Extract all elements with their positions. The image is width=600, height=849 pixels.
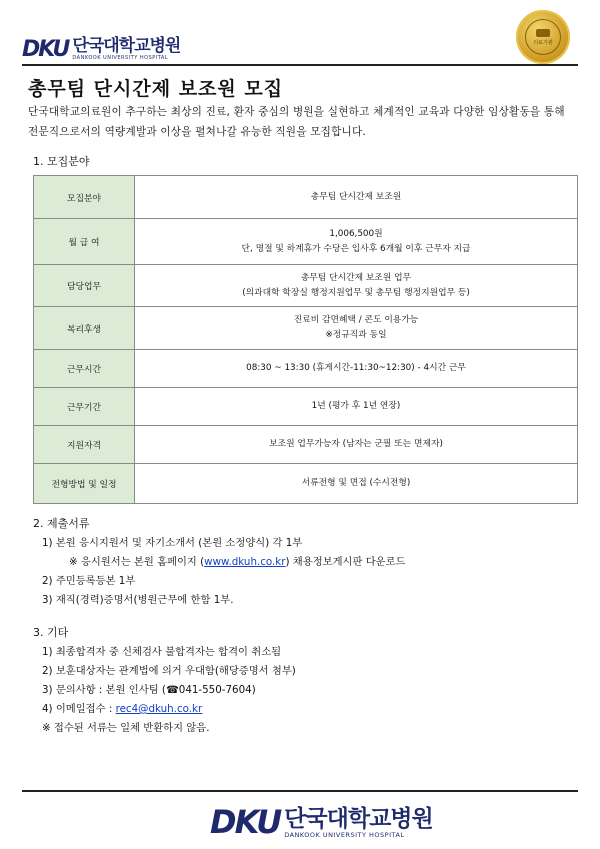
- row-key: 근무시간: [34, 350, 135, 388]
- table-row: [34, 307, 578, 350]
- table-row: [34, 176, 578, 219]
- row-value: 1,006,500원 단, 명절 및 하계휴가 수당은 입사후 6개월 이후 근무자 지급: [135, 219, 578, 265]
- row-key: 담당업무: [34, 265, 135, 307]
- accreditation-medal-icon: [516, 10, 570, 64]
- list-item-note: ※ 응시원서는 본원 홈페이지 (www.dkuh.co.kr) 채용정보게시판 다운로드: [69, 556, 406, 568]
- row-value: 총무팀 단시간제 보조원: [135, 176, 578, 219]
- other-list: [42, 643, 296, 738]
- email-link[interactable]: rec4@dkuh.co.kr: [115, 703, 203, 715]
- footer-divider: [22, 790, 578, 792]
- documents-list: [42, 534, 406, 610]
- row-value: 총무팀 단시간제 보조원 업무 (의과대학 학장실 행정지원업무 및 총무팀 행정지원업무 등): [135, 265, 578, 307]
- table-row: [34, 219, 578, 265]
- table-row: [34, 464, 578, 504]
- intro-paragraph: 단국대학교의료원이 추구하는 최상의 진료, 환자 중심의 병원을 실현하고 체계적인 교육과 다양한 임상활동을 통해 전문직으로서의 역량계발과 이상을 펼쳐나갈 유능한 직원을 모집합니다.: [28, 106, 565, 138]
- medal-label: 의료기관: [533, 39, 553, 46]
- row-value: 보조원 업무가능자 (남자는 군필 또는 면제자): [135, 426, 578, 464]
- dku-logo-mark: DKU: [210, 803, 281, 841]
- hospital-logo-footer: [210, 803, 433, 841]
- list-item: 3) 재직(경력)증명서(병원근무에 한함 1부.: [42, 594, 234, 606]
- header-divider: [22, 64, 578, 66]
- table-row: [34, 426, 578, 464]
- table-row: [34, 265, 578, 307]
- page-title: 총무팀 단시간제 보조원 모집: [28, 78, 284, 100]
- list-item: 1) 본원 응시지원서 및 자기소개서 (본원 소정양식) 각 1부: [42, 537, 303, 549]
- list-item: 2) 보훈대상자는 관계법에 의거 우대함(해당증명서 첨부): [42, 665, 296, 677]
- row-key: 근무기간: [34, 388, 135, 426]
- row-value: 1년 (평가 후 1년 연장): [135, 388, 578, 426]
- homepage-link[interactable]: www.dkuh.co.kr: [204, 556, 286, 568]
- dku-logo-mark: DKU: [22, 37, 69, 62]
- row-key: 월 급 여: [34, 219, 135, 265]
- row-key: 전형방법 및 일정: [34, 464, 135, 504]
- logo-name-english: DANKOOK UNIVERSITY HOSPITAL: [72, 55, 169, 61]
- list-item: 4) 이메일접수 : rec4@dkuh.co.kr: [42, 703, 203, 715]
- list-item: 2) 주민등록등본 1부: [42, 575, 136, 587]
- section-heading-recruitment: 1. 모집분야: [33, 155, 90, 168]
- section-heading-other: 3. 기타: [33, 626, 69, 639]
- list-item: 1) 최종합격자 중 신체검사 불합격자는 합격이 취소됨: [42, 646, 282, 658]
- row-key: 모집분야: [34, 176, 135, 219]
- section-heading-documents: 2. 제출서류: [33, 517, 90, 530]
- logo-name-korean: 단국대학교병원: [284, 805, 433, 832]
- row-key: 지원자격: [34, 426, 135, 464]
- list-item: 3) 문의사항 : 본원 인사팀 (☎041-550-7604): [42, 684, 256, 696]
- table-row: [34, 388, 578, 426]
- list-item-note: ※ 접수된 서류는 일체 반환하지 않음.: [42, 722, 210, 734]
- logo-name-english: DANKOOK UNIVERSITY HOSPITAL: [284, 830, 405, 839]
- row-value: 08:30 ~ 13:30 (휴게시간-11:30~12:30) - 4시간 근무: [135, 350, 578, 388]
- logo-name-korean: 단국대학교병원: [72, 36, 181, 56]
- row-value: 서류전형 및 면접 (수시전형): [135, 464, 578, 504]
- table-row: [34, 350, 578, 388]
- recruitment-info-table: [33, 175, 578, 504]
- row-key: 복리후생: [34, 307, 135, 350]
- hospital-logo-header: [22, 38, 180, 61]
- row-value: 진료비 감면혜택 / 콘도 이용가능 ※정규직과 동일: [135, 307, 578, 350]
